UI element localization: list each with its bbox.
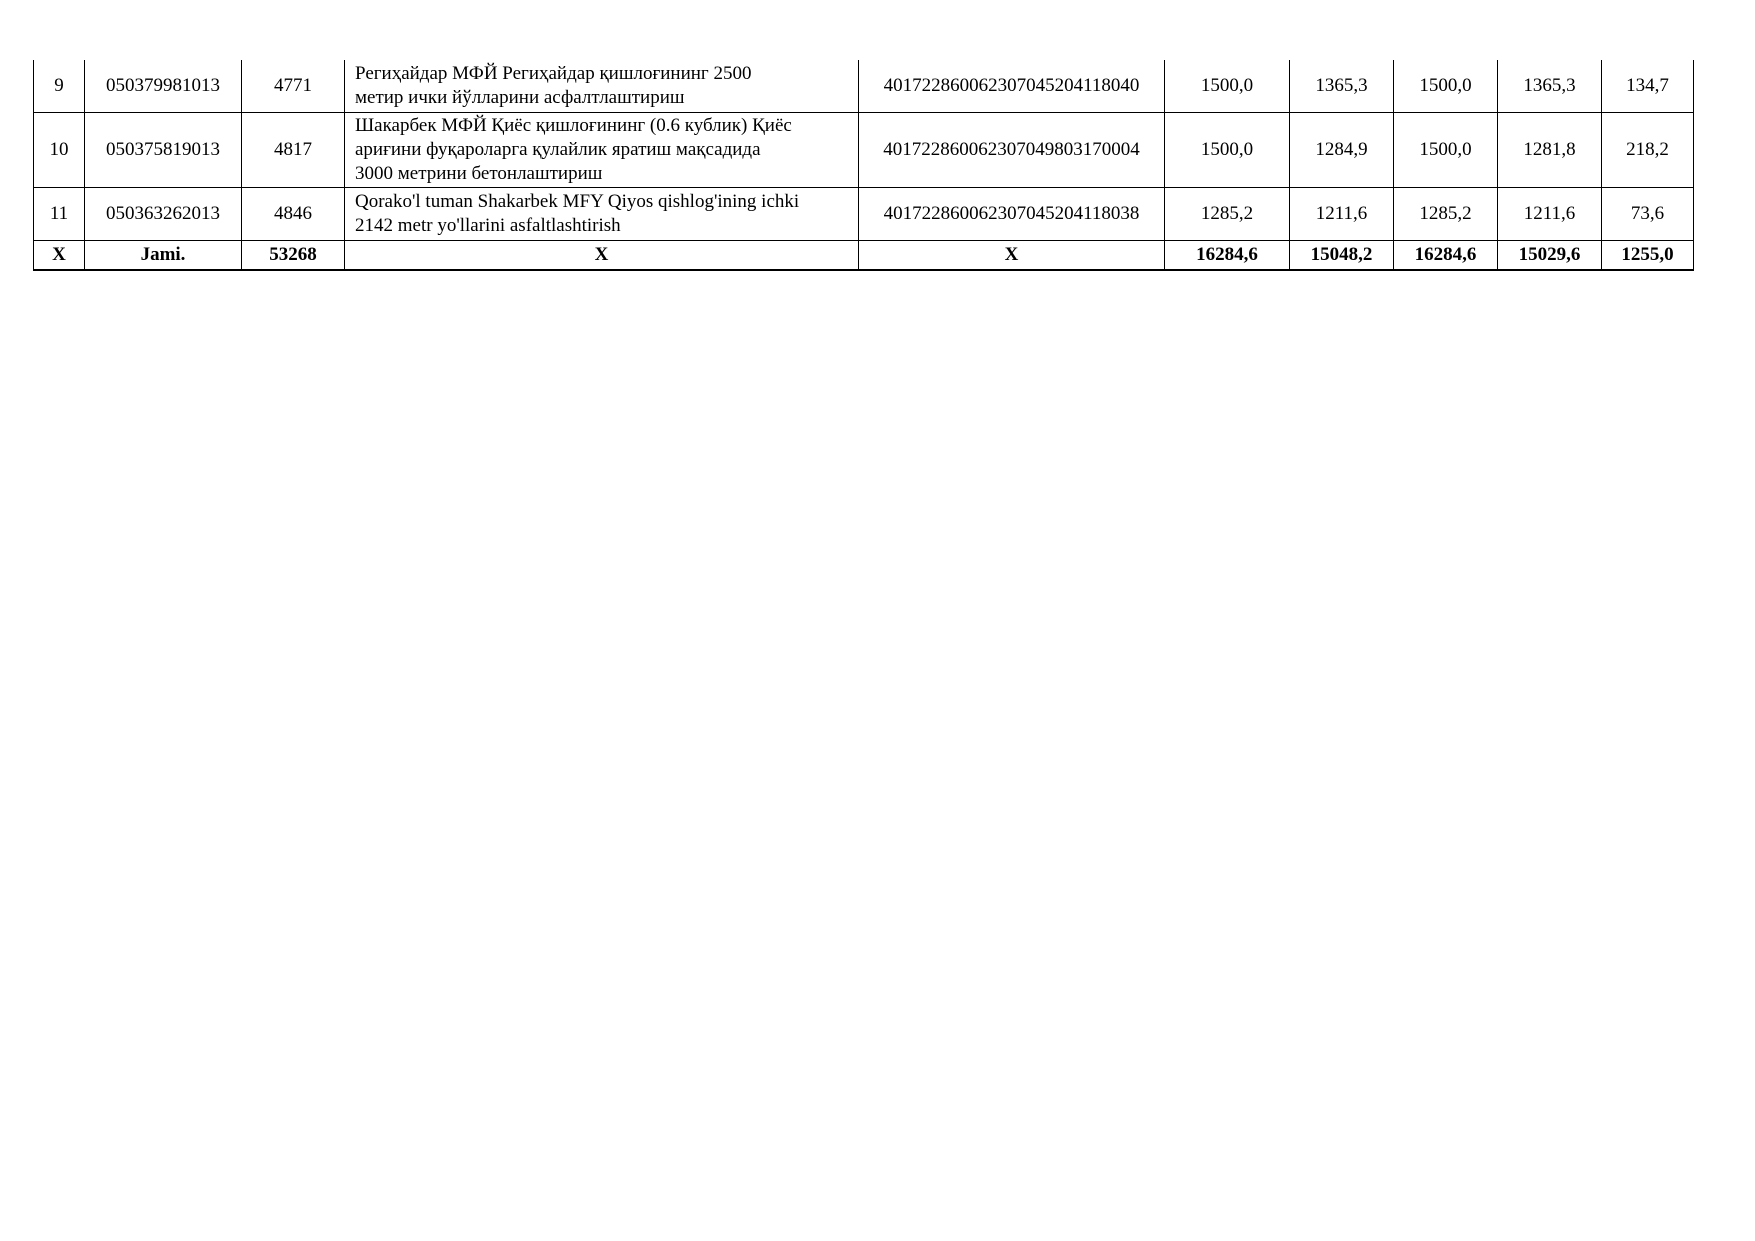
budget-table	[33, 60, 1694, 271]
row-value-1: 1500,0	[1165, 113, 1290, 188]
row-value-1: 1285,2	[1165, 188, 1290, 241]
row-id: 4817	[242, 113, 345, 188]
row-value-1: 1500,0	[1165, 60, 1290, 113]
row-code: 050363262013	[85, 188, 242, 241]
row-number: 10	[34, 113, 85, 188]
row-code: 050375819013	[85, 113, 242, 188]
total-id-sum: 53268	[242, 241, 345, 271]
row-value-4: 1211,6	[1498, 188, 1602, 241]
row-description	[345, 188, 859, 241]
row-value-3: 1500,0	[1394, 113, 1498, 188]
row-account: 401722860062307045204118040	[859, 60, 1165, 113]
description-line: метир ички йўлларини асфалтлаштириш	[355, 87, 685, 108]
total-value-2: 15048,2	[1290, 241, 1394, 271]
total-description: X	[345, 241, 859, 271]
row-value-4: 1365,3	[1498, 60, 1602, 113]
total-value-1: 16284,6	[1165, 241, 1290, 271]
row-value-2: 1365,3	[1290, 60, 1394, 113]
row-code: 050379981013	[85, 60, 242, 113]
description-line: Региҳайдар МФЙ Региҳайдар қишлоғининг 2500	[355, 63, 752, 84]
row-value-5: 218,2	[1602, 113, 1694, 188]
row-value-4: 1281,8	[1498, 113, 1602, 188]
row-value-3: 1285,2	[1394, 188, 1498, 241]
row-description	[345, 113, 859, 188]
total-account: X	[859, 241, 1165, 271]
total-value-5: 1255,0	[1602, 241, 1694, 271]
description-line: 2142 metr yo'llarini asfaltlashtirish	[355, 215, 621, 236]
row-number: 9	[34, 60, 85, 113]
row-value-5: 134,7	[1602, 60, 1694, 113]
total-value-3: 16284,6	[1394, 241, 1498, 271]
total-row	[34, 241, 1694, 271]
row-value-2: 1284,9	[1290, 113, 1394, 188]
row-id: 4771	[242, 60, 345, 113]
table-row	[34, 60, 1694, 113]
description-line: ариғини фуқароларга қулайлик яратиш мақсадида	[355, 139, 761, 160]
row-account: 401722860062307045204118038	[859, 188, 1165, 241]
row-value-5: 73,6	[1602, 188, 1694, 241]
row-value-2: 1211,6	[1290, 188, 1394, 241]
row-number: 11	[34, 188, 85, 241]
table-row	[34, 188, 1694, 241]
row-id: 4846	[242, 188, 345, 241]
total-label: Jami.	[85, 241, 242, 271]
total-value-4: 15029,6	[1498, 241, 1602, 271]
row-description	[345, 60, 859, 113]
description-line: Шакарбек МФЙ Қиёс қишлоғининг (0.6 кублик) Қиёс	[355, 115, 792, 136]
row-account: 401722860062307049803170004	[859, 113, 1165, 188]
table-row	[34, 113, 1694, 188]
document-sheet	[33, 60, 1693, 271]
row-value-3: 1500,0	[1394, 60, 1498, 113]
description-line: Qorako'l tuman Shakarbek MFY Qiyos qishlog'ining ichki	[355, 191, 800, 212]
total-number: X	[34, 241, 85, 271]
description-line: 3000 метрини бетонлаштириш	[355, 163, 603, 184]
